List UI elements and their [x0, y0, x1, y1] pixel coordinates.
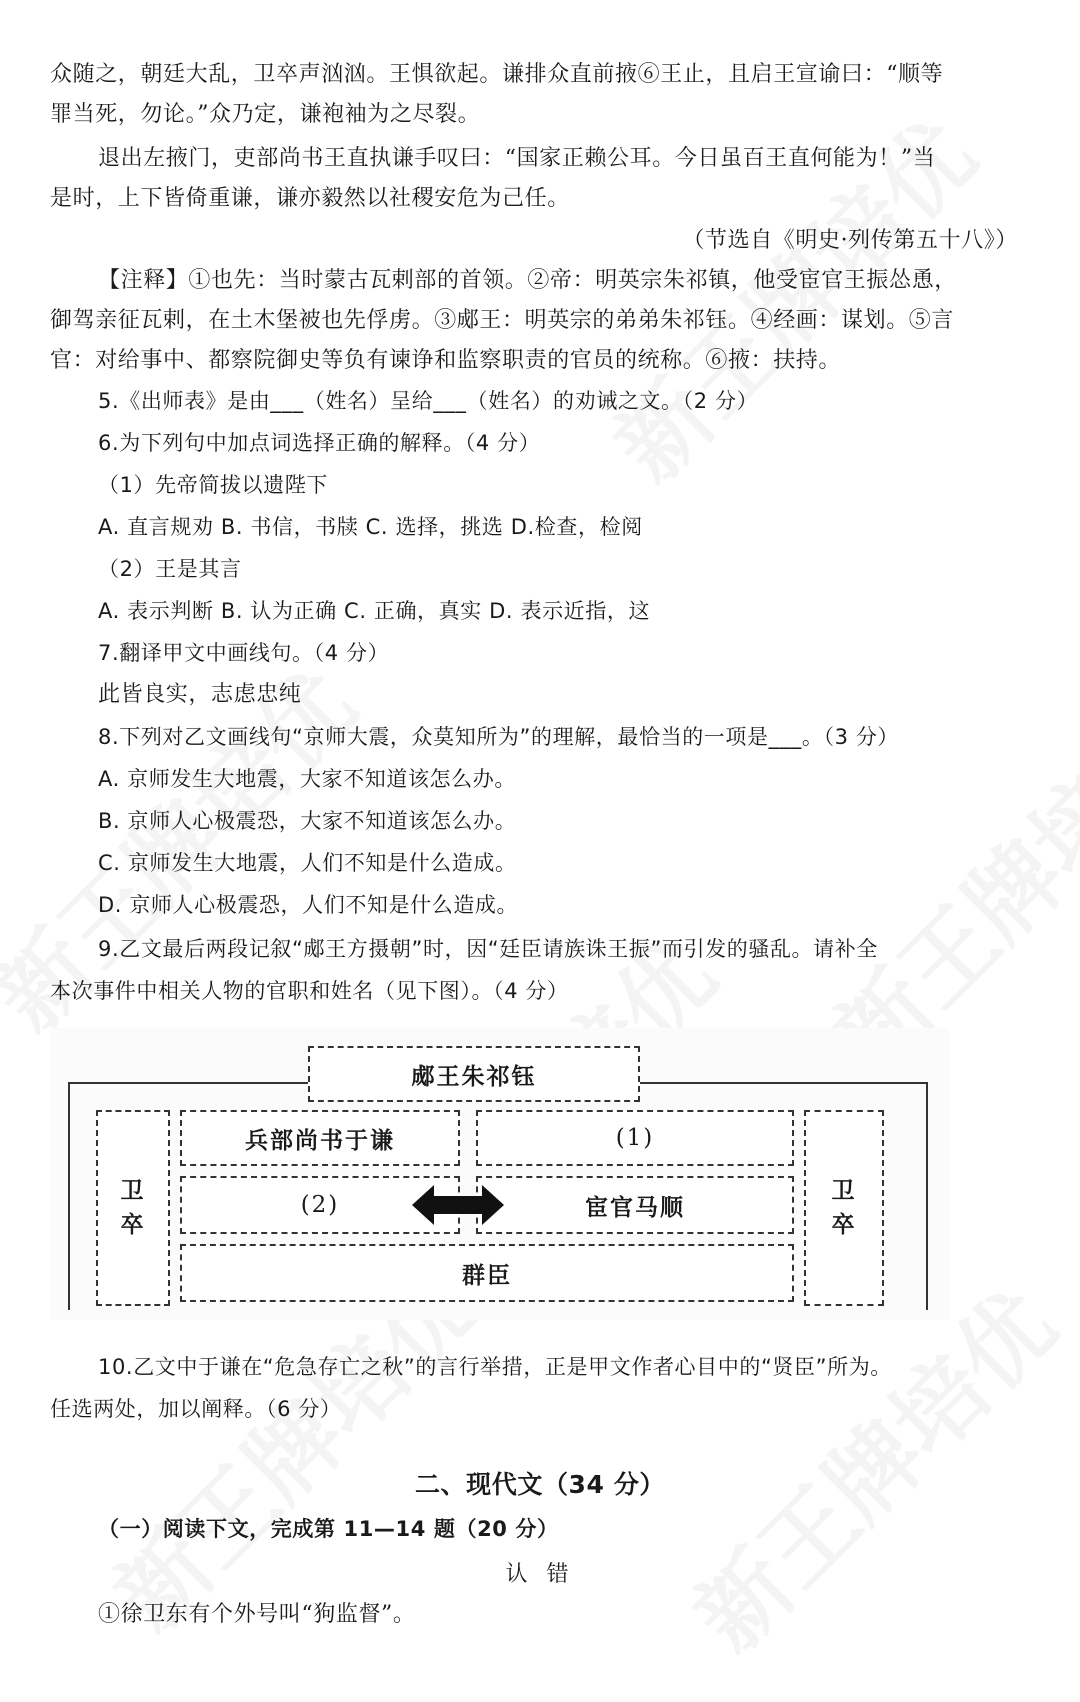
- yu-qian-box: 兵部尚书于谦: [180, 1110, 460, 1166]
- section-heading: 二、现代文（34 分）: [414, 1470, 666, 1499]
- question-10-cont: 任选两处，加以阐释。（6 分）: [50, 1397, 342, 1421]
- question-8-option-c: C. 京师发生大地震，人们不知是什么造成。: [98, 851, 517, 875]
- question-6-item-1: （1）先帝简拔以遗陛下: [98, 473, 328, 497]
- question-8-option-a: A. 京师发生大地震，大家不知道该怎么办。: [98, 767, 516, 791]
- blank-2-box: (2): [180, 1176, 460, 1234]
- question-6: 6.为下列句中加点词选择正确的解释。（4 分）: [98, 431, 541, 455]
- question-7-sentence: 此皆良实，志虑忠纯: [98, 682, 302, 707]
- article-paragraph: ①徐卫东有个外号叫“狗监督”。: [98, 1602, 416, 1627]
- passage-line: 是时，上下皆倚重谦，谦亦毅然以社稷安危为己任。: [50, 186, 570, 211]
- left-guard-box: [96, 1110, 170, 1306]
- question-8-option-b: B. 京师人心极震恐，大家不知道该怎么办。: [98, 809, 517, 833]
- passage-source: （节选自《明史·列传第五十八》）: [682, 228, 1018, 253]
- passage-line: 退出左掖门，吏部尚书王直执谦手叹曰：“国家正赖公耳。今日虽百王直何能为！”当: [98, 146, 936, 171]
- double-arrow-icon: [412, 1183, 504, 1227]
- question-9: 9.乙文最后两段记叙“郕王方摄朝”时，因“廷臣请族诛王振”而引发的骚乱。请补全: [98, 937, 878, 961]
- question-6-item-1-options: A. 直言规劝 B. 书信，书牍 C. 选择，挑选 D.检查，检阅: [98, 515, 643, 539]
- officials-box: 群臣: [180, 1244, 794, 1302]
- question-9-cont: 本次事件中相关人物的官职和姓名（见下图）。（4 分）: [50, 979, 569, 1003]
- question-6-item-2-options: A. 表示判断 B. 认为正确 C. 正确，真实 D. 表示近指，这: [98, 599, 651, 623]
- right-guard-char: 卒: [831, 1211, 857, 1238]
- right-guard-box: [804, 1110, 884, 1306]
- left-guard-char: 卒: [120, 1211, 146, 1238]
- eunuch-box: 宦官马顺: [476, 1176, 794, 1234]
- question-8-option-d: D. 京师人心极震恐，人们不知是什么造成。: [98, 893, 519, 917]
- right-guard-char: 卫: [831, 1177, 857, 1204]
- question-8: 8.下列对乙文画线句“京师大震，众莫知所为”的理解，最恰当的一项是___。（3 分）: [98, 725, 900, 749]
- top-box-prince: 郕王朱祁钰: [308, 1046, 640, 1102]
- passage-line: 众随之，朝廷大乱，卫卒声汹汹。王惧欲起。谦排众直前掖⑥王止，且启王宣谕曰：“顺等: [50, 62, 944, 87]
- notes-line: 官：对给事中、都察院御史等负有谏诤和监察职责的官员的统称。⑥掖：扶持。: [50, 348, 842, 373]
- passage-line: 罪当死，勿论。”众乃定，谦袍袖为之尽裂。: [50, 102, 481, 127]
- notes-line: 御驾亲征瓦剌，在土木堡被也先俘虏。③郕王：明英宗的弟弟朱祁钰。④经画：谋划。⑤言: [50, 308, 955, 333]
- section-subheading: （一）阅读下文，完成第 11—14 题（20 分）: [98, 1517, 559, 1541]
- event-diagram: [50, 1028, 950, 1320]
- blank-1-box: (1): [476, 1110, 794, 1166]
- notes-line: 【注释】①也先：当时蒙古瓦剌部的首领。②帝：明英宗朱祁镇，他受宦官王振怂恿，: [98, 268, 957, 293]
- question-6-item-2: （2）王是其言: [98, 557, 242, 581]
- question-7: 7.翻译甲文中画线句。（4 分）: [98, 641, 390, 665]
- left-guard-char: 卫: [120, 1177, 146, 1204]
- article-title: 认 错: [505, 1562, 575, 1587]
- question-5: 5.《出师表》是由___（姓名）呈给___（姓名）的劝诫之文。（2 分）: [98, 389, 759, 413]
- question-10: 10.乙文中于谦在“危急存亡之秋”的言行举措，正是甲文作者心目中的“贤臣”所为。: [98, 1355, 892, 1379]
